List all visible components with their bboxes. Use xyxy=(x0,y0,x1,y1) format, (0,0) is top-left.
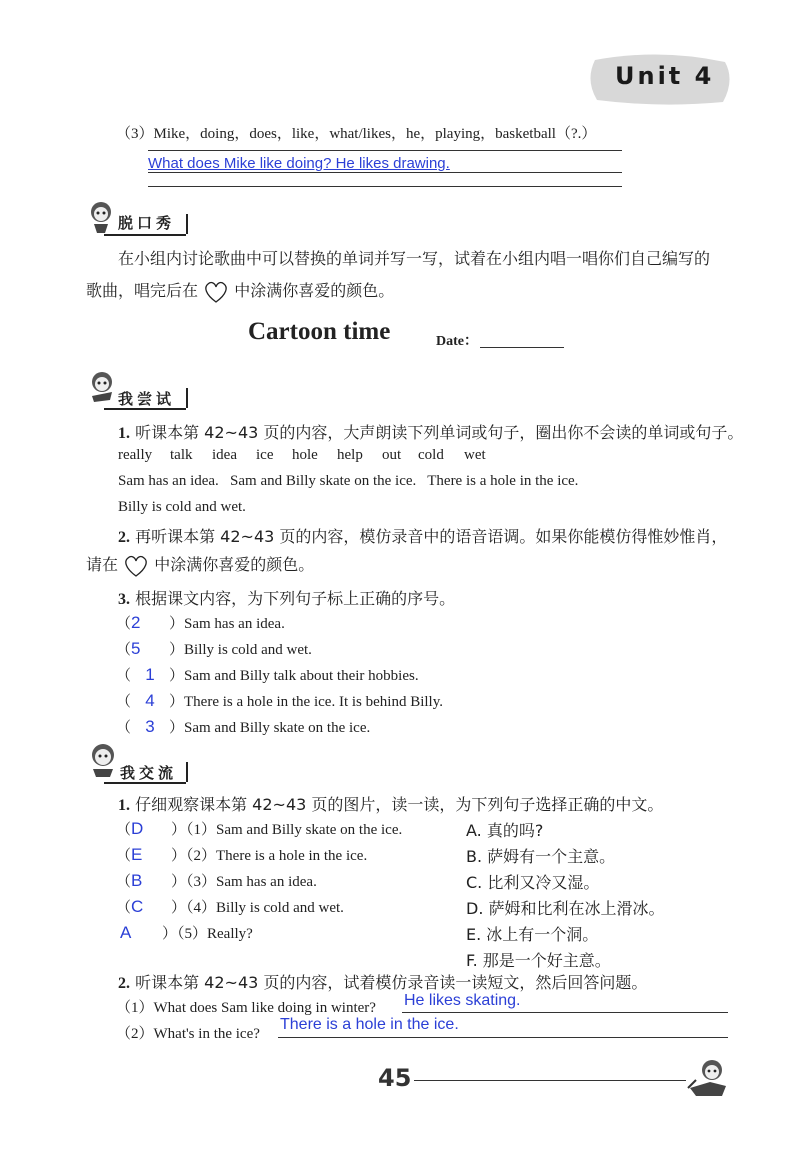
try-bar xyxy=(186,388,188,408)
word-ice[interactable]: ice xyxy=(256,447,274,463)
word-really[interactable]: really xyxy=(118,447,153,463)
option: A. 真的吗? xyxy=(466,821,544,840)
try-q2-line2-after: 中涂满你喜爱的颜色。 xyxy=(154,555,315,574)
match-item: （C ）（4）Billy is cold and wet. xyxy=(116,897,344,916)
exchange-q2 xyxy=(118,970,647,993)
exchange-q1-num: 1. xyxy=(118,797,130,814)
try-q3-num: 3. xyxy=(118,591,130,608)
tuokouxiu-underline xyxy=(104,234,186,236)
match-text: ）（4）Billy is cold and wet. xyxy=(171,900,344,916)
try-underline xyxy=(104,408,186,410)
word-list xyxy=(118,447,518,467)
try-q3-text: 根据课文内容，为下列句子标上正确的序号。 xyxy=(135,589,456,608)
q3-answer: What does Mike like doing? He likes drawing. xyxy=(148,155,450,172)
match-answer[interactable]: D xyxy=(131,819,144,838)
try-sentences-2[interactable]: Billy is cold and wet. xyxy=(118,499,246,515)
word-talk[interactable]: talk xyxy=(170,447,193,463)
order-answer[interactable]: 1 xyxy=(145,665,155,684)
footer-line xyxy=(414,1080,686,1081)
heart-icon[interactable] xyxy=(203,280,229,304)
date-line xyxy=(480,347,564,348)
option: C. 比利又冷又湿。 xyxy=(466,873,600,892)
exchange-q1 xyxy=(118,792,663,815)
unit-label: Unit 4 xyxy=(615,62,715,90)
order-answer[interactable]: 5 xyxy=(131,639,141,658)
exchange-q2-text: 听课本第 42~43 页的内容，试着模仿录音读一读短文，然后回答问题。 xyxy=(135,973,648,992)
match-item: （D ）（1）Sam and Billy skate on the ice. xyxy=(116,819,403,838)
try-q2-num: 2. xyxy=(118,529,130,546)
order-item: （2 ）Sam has an idea. xyxy=(116,613,285,632)
try-q1-num: 1. xyxy=(118,425,130,442)
order-text: ）Sam and Billy skate on the ice. xyxy=(169,720,371,736)
q3-line-2 xyxy=(148,172,622,173)
tuokouxiu-title: 脱口秀 xyxy=(118,214,176,232)
q3-line-3 xyxy=(148,186,622,187)
word-cold[interactable]: cold xyxy=(418,447,444,463)
try-title: 我尝试 xyxy=(118,390,176,408)
unit-header xyxy=(585,52,735,110)
try-q2-line2 xyxy=(86,552,314,578)
page-number: 45 xyxy=(378,1064,412,1092)
try-q2-line2-before: 请在 xyxy=(86,555,119,574)
order-text: ）Billy is cold and wet. xyxy=(169,642,312,658)
try-q3 xyxy=(118,586,455,609)
order-item: （ 4 ）There is a hole in the ice. It is behind Billy. xyxy=(116,691,443,710)
match-text: ）（1）Sam and Billy skate on the ice. xyxy=(171,822,403,838)
q3-prompt: （3）Mike，doing，does，like，what/likes，he，playing，basketball（?.） xyxy=(116,126,597,142)
option: B. 萨姆有一个主意。 xyxy=(466,847,616,866)
tuokouxiu-line1: 在小组内讨论歌曲中可以替换的单词并写一写，试着在小组内唱一唱你们自己编写的 xyxy=(118,249,711,268)
option: E. 冰上有一个洞。 xyxy=(466,925,599,944)
qa-line-1 xyxy=(402,1012,728,1013)
order-answer[interactable]: 3 xyxy=(145,717,155,736)
order-item: （5 ）Billy is cold and wet. xyxy=(116,639,312,658)
match-answer[interactable]: E xyxy=(131,845,143,864)
order-text: ）Sam and Billy talk about their hobbies. xyxy=(169,668,419,684)
exchange-title: 我交流 xyxy=(120,764,178,782)
match-text: ）（3）Sam has an idea. xyxy=(171,874,317,890)
order-item: （ 1 ）Sam and Billy talk about their hobbies. xyxy=(116,665,419,684)
exchange-mascot-icon xyxy=(86,742,120,782)
word-out[interactable]: out xyxy=(382,447,402,463)
match-answer[interactable]: B xyxy=(131,871,143,890)
exchange-q1-text: 仔细观察课本第 42~43 页的图片，读一读，为下列句子选择正确的中文。 xyxy=(135,795,664,814)
tuokouxiu-bar xyxy=(186,214,188,234)
tuokouxiu-line2-before: 歌曲，唱完后在 xyxy=(86,281,199,300)
match-answer[interactable]: A xyxy=(120,923,132,942)
exchange-bar xyxy=(186,762,188,782)
order-item: （ 3 ）Sam and Billy skate on the ice. xyxy=(116,717,371,736)
word-help[interactable]: help xyxy=(337,447,363,463)
qa-answer-1[interactable]: He likes skating. xyxy=(404,992,521,1009)
cartoon-title: Cartoon time xyxy=(248,318,391,345)
match-text: ）（5）Really? xyxy=(162,926,253,942)
try-sentences-1[interactable]: Sam has an idea. Sam and Billy skate on the ice. There is a hole in the ice. xyxy=(118,473,579,489)
match-item: （B ）（3）Sam has an idea. xyxy=(116,871,317,890)
footer-mascot-icon xyxy=(686,1058,734,1104)
qa-question-2: （2）What's in the ice? xyxy=(116,1026,260,1042)
try-q2-text: 再听课本第 42~43 页的内容，模仿录音中的语音语调。如果你能模仿得惟妙惟肖， xyxy=(135,527,728,546)
option: D. 萨姆和比利在冰上滑冰。 xyxy=(466,899,665,918)
order-answer[interactable]: 4 xyxy=(145,691,155,710)
word-idea[interactable]: idea xyxy=(212,447,237,463)
qa-question-1: （1）What does Sam like doing in winter? xyxy=(116,1000,376,1016)
match-text: ）（2）There is a hole in the ice. xyxy=(171,848,368,864)
order-text: ）There is a hole in the ice. It is behind Billy. xyxy=(169,694,443,710)
exchange-q2-num: 2. xyxy=(118,975,130,992)
tuokouxiu-line2 xyxy=(86,278,394,304)
try-q1 xyxy=(118,420,743,443)
tuokouxiu-mascot-icon xyxy=(86,200,116,238)
try-mascot-icon xyxy=(86,370,118,408)
order-text: ）Sam has an idea. xyxy=(169,616,285,632)
option: F. 那是一个好主意。 xyxy=(466,951,611,970)
try-q1-text: 听课本第 42~43 页的内容，大声朗读下列单词或句子，圈出你不会读的单词或句子。 xyxy=(135,423,744,442)
date-label: Date： xyxy=(436,334,478,349)
try-q2-line1 xyxy=(118,524,727,547)
word-hole[interactable]: hole xyxy=(292,447,318,463)
qa-answer-2[interactable]: There is a hole in the ice. xyxy=(280,1016,459,1033)
qa-line-2 xyxy=(278,1037,728,1038)
match-item xyxy=(116,922,253,943)
match-answer[interactable]: C xyxy=(131,897,144,916)
exchange-underline xyxy=(104,782,186,784)
tuokouxiu-line2-after: 中涂满你喜爱的颜色。 xyxy=(234,281,395,300)
match-item: （E ）（2）There is a hole in the ice. xyxy=(116,845,368,864)
word-wet[interactable]: wet xyxy=(464,447,486,463)
order-answer[interactable]: 2 xyxy=(131,613,141,632)
heart-icon-2[interactable] xyxy=(123,554,149,578)
q3-line-1 xyxy=(148,150,622,151)
